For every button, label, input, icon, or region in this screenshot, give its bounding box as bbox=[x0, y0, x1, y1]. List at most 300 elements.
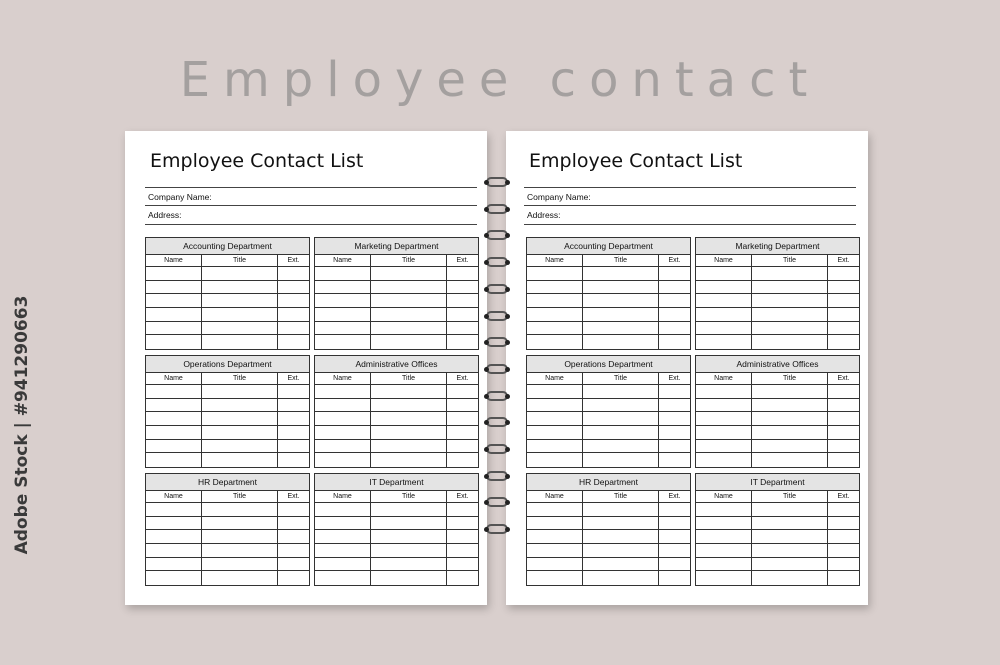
table-cell[interactable] bbox=[202, 385, 278, 399]
table-cell[interactable] bbox=[447, 426, 478, 440]
column-header: Title bbox=[752, 255, 828, 267]
address-field[interactable]: Address: bbox=[148, 210, 182, 220]
table-cell[interactable] bbox=[146, 440, 202, 454]
table-cell[interactable] bbox=[447, 294, 478, 308]
table-cell[interactable] bbox=[447, 571, 478, 585]
table-cell[interactable] bbox=[315, 385, 371, 399]
table-cell[interactable] bbox=[659, 503, 690, 517]
department-table bbox=[695, 237, 860, 350]
table-cell[interactable] bbox=[752, 517, 828, 531]
binding-ring-icon bbox=[486, 471, 508, 481]
table-cell[interactable] bbox=[828, 335, 859, 349]
table-cell[interactable] bbox=[315, 453, 371, 467]
contact-grid bbox=[527, 255, 690, 349]
table-cell[interactable] bbox=[315, 294, 371, 308]
column-header: Name bbox=[696, 373, 752, 385]
table-cell[interactable] bbox=[527, 281, 583, 295]
table-cell[interactable] bbox=[315, 335, 371, 349]
table-cell[interactable] bbox=[752, 571, 828, 585]
binding-ring-icon bbox=[486, 524, 508, 534]
table-cell[interactable] bbox=[583, 294, 659, 308]
column-header: Name bbox=[527, 373, 583, 385]
table-cell[interactable] bbox=[278, 426, 309, 440]
table-cell[interactable] bbox=[752, 530, 828, 544]
table-cell[interactable] bbox=[752, 335, 828, 349]
table-cell[interactable] bbox=[315, 399, 371, 413]
table-cell[interactable] bbox=[752, 503, 828, 517]
table-cell[interactable] bbox=[202, 558, 278, 572]
department-table bbox=[145, 355, 310, 468]
table-cell[interactable] bbox=[696, 503, 752, 517]
table-cell[interactable] bbox=[583, 558, 659, 572]
contact-grid bbox=[315, 491, 478, 585]
table-cell[interactable] bbox=[146, 530, 202, 544]
table-cell[interactable] bbox=[202, 426, 278, 440]
address-field[interactable]: Address: bbox=[527, 210, 561, 220]
table-cell[interactable] bbox=[752, 558, 828, 572]
table-cell[interactable] bbox=[371, 503, 447, 517]
contact-grid bbox=[527, 373, 690, 467]
table-cell[interactable] bbox=[659, 322, 690, 336]
table-cell[interactable] bbox=[278, 530, 309, 544]
binding-ring-icon bbox=[486, 204, 508, 214]
column-header: Name bbox=[315, 255, 371, 267]
table-cell[interactable] bbox=[146, 308, 202, 322]
divider-line bbox=[524, 187, 856, 188]
table-cell[interactable] bbox=[752, 267, 828, 281]
binding-ring-icon bbox=[486, 497, 508, 507]
table-cell[interactable] bbox=[146, 517, 202, 531]
binding-ring-icon bbox=[486, 444, 508, 454]
table-cell[interactable] bbox=[828, 281, 859, 295]
table-cell[interactable] bbox=[583, 503, 659, 517]
table-cell[interactable] bbox=[659, 530, 690, 544]
table-cell[interactable] bbox=[527, 503, 583, 517]
table-cell[interactable] bbox=[583, 571, 659, 585]
table-cell[interactable] bbox=[527, 440, 583, 454]
contact-grid bbox=[146, 255, 309, 349]
table-cell[interactable] bbox=[278, 517, 309, 531]
table-cell[interactable] bbox=[527, 385, 583, 399]
table-cell[interactable] bbox=[659, 281, 690, 295]
column-header: Name bbox=[696, 491, 752, 503]
table-cell[interactable] bbox=[696, 558, 752, 572]
table-cell[interactable] bbox=[202, 399, 278, 413]
contact-grid bbox=[146, 373, 309, 467]
department-heading: IT Department bbox=[696, 474, 859, 491]
table-cell[interactable] bbox=[828, 308, 859, 322]
table-cell[interactable] bbox=[828, 503, 859, 517]
headline: Employee contact bbox=[179, 52, 821, 108]
column-header: Title bbox=[583, 373, 659, 385]
table-cell[interactable] bbox=[146, 399, 202, 413]
department-heading: Administrative Offices bbox=[696, 356, 859, 373]
table-cell[interactable] bbox=[315, 426, 371, 440]
column-header: Ext. bbox=[278, 255, 309, 267]
table-cell[interactable] bbox=[315, 503, 371, 517]
table-cell[interactable] bbox=[696, 385, 752, 399]
table-cell[interactable] bbox=[696, 453, 752, 467]
table-cell[interactable] bbox=[447, 517, 478, 531]
table-cell[interactable] bbox=[583, 335, 659, 349]
table-cell[interactable] bbox=[278, 399, 309, 413]
column-header: Title bbox=[371, 373, 447, 385]
table-cell[interactable] bbox=[527, 267, 583, 281]
table-cell[interactable] bbox=[828, 267, 859, 281]
table-cell[interactable] bbox=[278, 571, 309, 585]
column-header: Title bbox=[371, 255, 447, 267]
column-header: Ext. bbox=[828, 491, 859, 503]
department-heading: HR Department bbox=[527, 474, 690, 491]
table-cell[interactable] bbox=[146, 322, 202, 336]
table-cell[interactable] bbox=[371, 530, 447, 544]
table-cell[interactable] bbox=[583, 440, 659, 454]
table-cell[interactable] bbox=[447, 308, 478, 322]
table-cell[interactable] bbox=[752, 322, 828, 336]
table-cell[interactable] bbox=[202, 453, 278, 467]
table-cell[interactable] bbox=[828, 440, 859, 454]
table-cell[interactable] bbox=[371, 426, 447, 440]
table-cell[interactable] bbox=[659, 412, 690, 426]
binding-ring-icon bbox=[486, 391, 508, 401]
table-cell[interactable] bbox=[527, 308, 583, 322]
table-cell[interactable] bbox=[202, 517, 278, 531]
table-cell[interactable] bbox=[752, 426, 828, 440]
department-heading: Operations Department bbox=[146, 356, 309, 373]
table-cell[interactable] bbox=[696, 335, 752, 349]
table-cell[interactable] bbox=[278, 308, 309, 322]
table-cell[interactable] bbox=[278, 294, 309, 308]
divider-line bbox=[524, 224, 856, 225]
department-table bbox=[314, 473, 479, 586]
table-cell[interactable] bbox=[583, 281, 659, 295]
table-cell[interactable] bbox=[447, 440, 478, 454]
divider-line bbox=[145, 187, 477, 188]
department-heading: Administrative Offices bbox=[315, 356, 478, 373]
column-header: Name bbox=[527, 255, 583, 267]
table-cell[interactable] bbox=[696, 544, 752, 558]
table-cell[interactable] bbox=[696, 281, 752, 295]
department-heading: HR Department bbox=[146, 474, 309, 491]
table-cell[interactable] bbox=[696, 571, 752, 585]
table-cell[interactable] bbox=[278, 281, 309, 295]
column-header: Name bbox=[146, 373, 202, 385]
table-cell[interactable] bbox=[371, 544, 447, 558]
table-cell[interactable] bbox=[696, 426, 752, 440]
table-cell[interactable] bbox=[752, 440, 828, 454]
table-cell[interactable] bbox=[447, 530, 478, 544]
department-table bbox=[695, 473, 860, 586]
table-cell[interactable] bbox=[583, 399, 659, 413]
binding-ring-icon bbox=[486, 257, 508, 267]
table-cell[interactable] bbox=[752, 399, 828, 413]
table-cell[interactable] bbox=[659, 571, 690, 585]
contact-grid bbox=[146, 491, 309, 585]
table-cell[interactable] bbox=[752, 294, 828, 308]
table-cell[interactable] bbox=[583, 322, 659, 336]
table-cell[interactable] bbox=[278, 544, 309, 558]
table-cell[interactable] bbox=[371, 281, 447, 295]
table-cell[interactable] bbox=[278, 335, 309, 349]
table-cell[interactable] bbox=[315, 322, 371, 336]
table-cell[interactable] bbox=[371, 558, 447, 572]
table-cell[interactable] bbox=[202, 308, 278, 322]
department-table bbox=[145, 473, 310, 586]
table-cell[interactable] bbox=[696, 517, 752, 531]
table-cell[interactable] bbox=[447, 385, 478, 399]
table-cell[interactable] bbox=[659, 544, 690, 558]
table-cell[interactable] bbox=[696, 308, 752, 322]
table-cell[interactable] bbox=[202, 335, 278, 349]
column-header: Name bbox=[527, 491, 583, 503]
table-cell[interactable] bbox=[828, 399, 859, 413]
table-cell[interactable] bbox=[696, 267, 752, 281]
table-cell[interactable] bbox=[146, 385, 202, 399]
column-header: Title bbox=[583, 491, 659, 503]
table-cell[interactable] bbox=[371, 335, 447, 349]
table-cell[interactable] bbox=[696, 530, 752, 544]
table-cell[interactable] bbox=[315, 440, 371, 454]
table-cell[interactable] bbox=[371, 412, 447, 426]
table-cell[interactable] bbox=[659, 267, 690, 281]
table-cell[interactable] bbox=[278, 558, 309, 572]
table-cell[interactable] bbox=[202, 294, 278, 308]
table-cell[interactable] bbox=[146, 503, 202, 517]
table-cell[interactable] bbox=[371, 385, 447, 399]
table-cell[interactable] bbox=[146, 571, 202, 585]
table-cell[interactable] bbox=[278, 267, 309, 281]
table-cell[interactable] bbox=[202, 544, 278, 558]
department-table bbox=[526, 355, 691, 468]
company-name-field[interactable]: Company Name: bbox=[527, 192, 591, 202]
table-cell[interactable] bbox=[315, 308, 371, 322]
binding-ring-icon bbox=[486, 337, 508, 347]
table-cell[interactable] bbox=[752, 281, 828, 295]
table-cell[interactable] bbox=[278, 385, 309, 399]
table-cell[interactable] bbox=[527, 544, 583, 558]
table-cell[interactable] bbox=[583, 308, 659, 322]
side-credit-text: Adobe Stock | #941290663 bbox=[12, 295, 32, 555]
table-cell[interactable] bbox=[696, 412, 752, 426]
table-cell[interactable] bbox=[202, 530, 278, 544]
table-cell[interactable] bbox=[659, 294, 690, 308]
table-cell[interactable] bbox=[202, 503, 278, 517]
department-heading: Marketing Department bbox=[315, 238, 478, 255]
page-title: Employee Contact List bbox=[150, 150, 364, 172]
column-header: Ext. bbox=[278, 491, 309, 503]
table-cell[interactable] bbox=[527, 412, 583, 426]
contact-grid bbox=[696, 373, 859, 467]
table-cell[interactable] bbox=[828, 453, 859, 467]
table-cell[interactable] bbox=[583, 267, 659, 281]
divider-line bbox=[145, 224, 477, 225]
table-cell[interactable] bbox=[659, 308, 690, 322]
table-cell[interactable] bbox=[752, 385, 828, 399]
table-cell[interactable] bbox=[447, 322, 478, 336]
table-cell[interactable] bbox=[527, 453, 583, 467]
planner-page-right bbox=[506, 131, 868, 605]
column-header: Title bbox=[752, 491, 828, 503]
table-cell[interactable] bbox=[202, 281, 278, 295]
department-table bbox=[526, 473, 691, 586]
department-heading: Marketing Department bbox=[696, 238, 859, 255]
table-cell[interactable] bbox=[527, 558, 583, 572]
table-cell[interactable] bbox=[371, 322, 447, 336]
table-cell[interactable] bbox=[659, 335, 690, 349]
column-header: Ext. bbox=[447, 255, 478, 267]
table-cell[interactable] bbox=[146, 426, 202, 440]
table-cell[interactable] bbox=[828, 426, 859, 440]
table-cell[interactable] bbox=[371, 399, 447, 413]
table-cell[interactable] bbox=[447, 503, 478, 517]
table-cell[interactable] bbox=[278, 322, 309, 336]
table-cell[interactable] bbox=[659, 453, 690, 467]
table-cell[interactable] bbox=[659, 426, 690, 440]
table-cell[interactable] bbox=[278, 453, 309, 467]
table-cell[interactable] bbox=[828, 294, 859, 308]
table-cell[interactable] bbox=[315, 517, 371, 531]
department-heading: Accounting Department bbox=[527, 238, 690, 255]
table-cell[interactable] bbox=[202, 571, 278, 585]
column-header: Title bbox=[202, 373, 278, 385]
table-cell[interactable] bbox=[527, 335, 583, 349]
column-header: Name bbox=[146, 491, 202, 503]
table-cell[interactable] bbox=[583, 517, 659, 531]
contact-grid bbox=[527, 491, 690, 585]
table-cell[interactable] bbox=[371, 440, 447, 454]
table-cell[interactable] bbox=[696, 322, 752, 336]
table-cell[interactable] bbox=[278, 503, 309, 517]
table-cell[interactable] bbox=[315, 544, 371, 558]
table-cell[interactable] bbox=[146, 544, 202, 558]
table-cell[interactable] bbox=[202, 440, 278, 454]
binding-ring-icon bbox=[486, 230, 508, 240]
table-cell[interactable] bbox=[146, 453, 202, 467]
company-name-field[interactable]: Company Name: bbox=[148, 192, 212, 202]
department-table bbox=[526, 237, 691, 350]
column-header: Ext. bbox=[278, 373, 309, 385]
table-cell[interactable] bbox=[146, 412, 202, 426]
table-cell[interactable] bbox=[146, 294, 202, 308]
table-cell[interactable] bbox=[659, 558, 690, 572]
table-cell[interactable] bbox=[696, 440, 752, 454]
contact-grid bbox=[696, 255, 859, 349]
column-header: Name bbox=[315, 373, 371, 385]
table-cell[interactable] bbox=[146, 267, 202, 281]
table-cell[interactable] bbox=[202, 322, 278, 336]
column-header: Title bbox=[371, 491, 447, 503]
table-cell[interactable] bbox=[527, 399, 583, 413]
table-cell[interactable] bbox=[527, 426, 583, 440]
table-cell[interactable] bbox=[752, 308, 828, 322]
table-cell[interactable] bbox=[527, 530, 583, 544]
table-cell[interactable] bbox=[659, 399, 690, 413]
table-cell[interactable] bbox=[696, 399, 752, 413]
department-heading: Accounting Department bbox=[146, 238, 309, 255]
table-cell[interactable] bbox=[447, 335, 478, 349]
table-cell[interactable] bbox=[583, 453, 659, 467]
table-cell[interactable] bbox=[315, 530, 371, 544]
table-cell[interactable] bbox=[315, 571, 371, 585]
column-header: Title bbox=[583, 255, 659, 267]
column-header: Ext. bbox=[659, 491, 690, 503]
table-cell[interactable] bbox=[583, 530, 659, 544]
table-cell[interactable] bbox=[447, 453, 478, 467]
table-cell[interactable] bbox=[527, 322, 583, 336]
table-cell[interactable] bbox=[447, 544, 478, 558]
table-cell[interactable] bbox=[278, 440, 309, 454]
table-cell[interactable] bbox=[146, 558, 202, 572]
binding-ring-icon bbox=[486, 311, 508, 321]
table-cell[interactable] bbox=[659, 517, 690, 531]
table-cell[interactable] bbox=[752, 453, 828, 467]
contact-grid bbox=[696, 491, 859, 585]
table-cell[interactable] bbox=[828, 530, 859, 544]
table-cell[interactable] bbox=[315, 558, 371, 572]
table-cell[interactable] bbox=[752, 544, 828, 558]
table-cell[interactable] bbox=[828, 558, 859, 572]
table-cell[interactable] bbox=[527, 571, 583, 585]
column-header: Name bbox=[696, 255, 752, 267]
table-cell[interactable] bbox=[447, 412, 478, 426]
table-cell[interactable] bbox=[659, 440, 690, 454]
table-cell[interactable] bbox=[371, 308, 447, 322]
column-header: Ext. bbox=[828, 255, 859, 267]
table-cell[interactable] bbox=[828, 544, 859, 558]
table-cell[interactable] bbox=[315, 267, 371, 281]
table-cell[interactable] bbox=[828, 517, 859, 531]
column-header: Ext. bbox=[447, 373, 478, 385]
table-cell[interactable] bbox=[371, 571, 447, 585]
table-cell[interactable] bbox=[202, 412, 278, 426]
planner-page-left bbox=[125, 131, 487, 605]
table-cell[interactable] bbox=[527, 294, 583, 308]
table-cell[interactable] bbox=[696, 294, 752, 308]
table-cell[interactable] bbox=[828, 385, 859, 399]
table-cell[interactable] bbox=[583, 426, 659, 440]
table-cell[interactable] bbox=[447, 281, 478, 295]
department-table bbox=[145, 237, 310, 350]
table-cell[interactable] bbox=[583, 412, 659, 426]
table-cell[interactable] bbox=[371, 267, 447, 281]
table-cell[interactable] bbox=[828, 322, 859, 336]
table-cell[interactable] bbox=[828, 412, 859, 426]
department-table bbox=[695, 355, 860, 468]
table-cell[interactable] bbox=[447, 558, 478, 572]
table-cell[interactable] bbox=[659, 385, 690, 399]
table-cell[interactable] bbox=[527, 517, 583, 531]
column-header: Ext. bbox=[659, 255, 690, 267]
table-cell[interactable] bbox=[752, 412, 828, 426]
table-cell[interactable] bbox=[315, 412, 371, 426]
table-cell[interactable] bbox=[315, 281, 371, 295]
table-cell[interactable] bbox=[828, 571, 859, 585]
table-cell[interactable] bbox=[146, 335, 202, 349]
table-cell[interactable] bbox=[583, 544, 659, 558]
table-cell[interactable] bbox=[202, 267, 278, 281]
table-cell[interactable] bbox=[447, 399, 478, 413]
column-header: Ext. bbox=[447, 491, 478, 503]
department-heading: IT Department bbox=[315, 474, 478, 491]
table-cell[interactable] bbox=[371, 517, 447, 531]
binding-ring-icon bbox=[486, 364, 508, 374]
table-cell[interactable] bbox=[371, 453, 447, 467]
table-cell[interactable] bbox=[278, 412, 309, 426]
table-cell[interactable] bbox=[583, 385, 659, 399]
table-cell[interactable] bbox=[447, 267, 478, 281]
table-cell[interactable] bbox=[146, 281, 202, 295]
table-cell[interactable] bbox=[371, 294, 447, 308]
